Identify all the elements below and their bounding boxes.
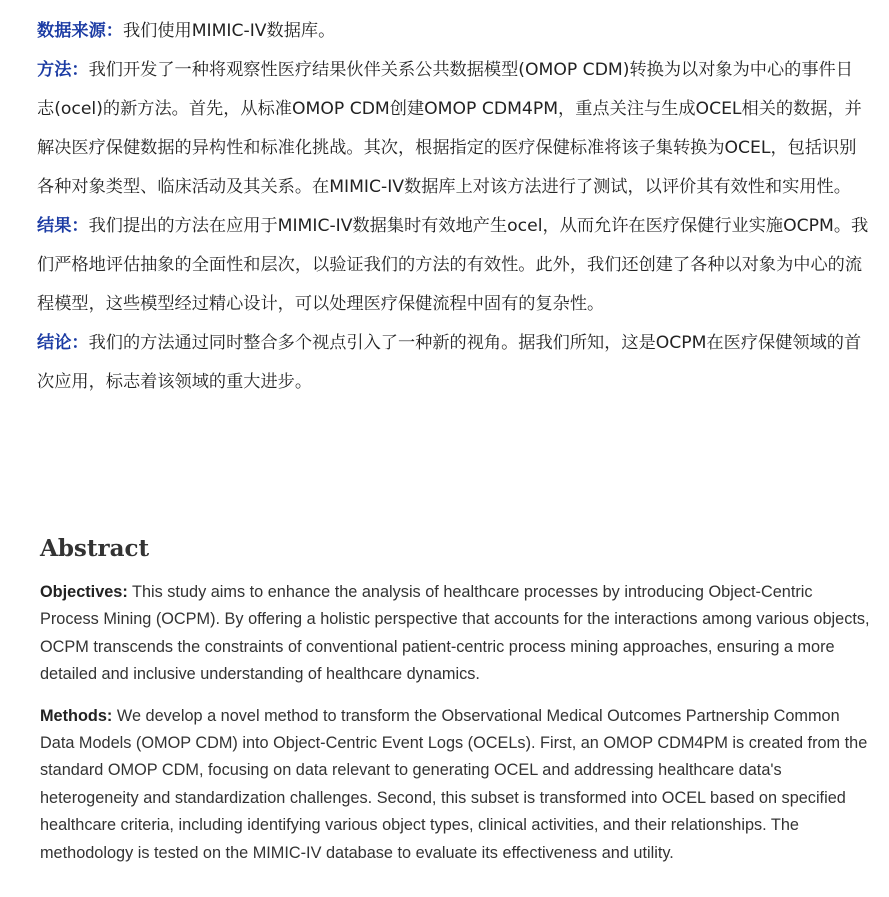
cn-data-source-paragraph [37,12,869,51]
cn-results-label: 结果： [37,216,89,236]
objectives-label: Objectives: [40,583,128,601]
cn-results-text: 我们提出的方法在应用于MIMIC-IV数据集时有效地产生ocel，从而允许在医疗保健行业实施OCPM。我们严格地评估抽象的全面性和层次，以验证我们的方法的有效性。此外，我们还创建了各种以对象为中心的流程模型，这些模型经过精心设计，可以处理医疗保健流程中固有的复杂性。 [37,216,869,314]
cn-methods-label: 方法： [37,60,89,80]
cn-data-source-label: 数据来源： [37,21,123,41]
methods-label: Methods: [40,706,113,725]
objectives-text: This study aims to enhance the analysis of healthcare processes by introducing Object-Centric Process Mining (OCPM). By offering a holistic perspective that accounts for the interactions among various objects, OCPM transcends the constraints of conventional patient-centric process mining approaches, ensuring a more detailed and inclusive understanding of healthcare dynamics. [40,583,870,684]
english-abstract [40,530,870,867]
abstract-heading: Abstract [40,535,150,562]
cn-data-source-text: 我们使用MIMIC-IV数据库。 [122,21,336,41]
cn-results-paragraph [37,207,869,324]
cn-conclusion-label: 结论： [37,333,89,353]
cn-methods-paragraph [37,51,869,207]
cn-methods-text: 我们开发了一种将观察性医疗结果伙伴关系公共数据模型(OMOP CDM)转换为以对象为中心的事件日志(ocel)的新方法。首先，从标准OMOP CDM创建OMOP CDM4PM，重点关注与生成OCEL相关的数据，并解决医疗保健数据的异构性和标准化挑战。其次，根据指定的医疗保健标准将该子集转换为OCEL，包括识别各种对象类型、临床活动及其关系。在MIMIC-IV数据库上对该方法进行了测试，以评价其有效性和实用性。 [37,60,862,197]
methods-paragraph [40,703,870,867]
objectives-paragraph [40,579,870,689]
cn-conclusion-text: 我们的方法通过同时整合多个视点引入了一种新的视角。据我们所知，这是OCPM在医疗保健领域的首次应用，标志着该领域的重大进步。 [37,333,862,392]
cn-conclusion-paragraph [37,324,869,402]
methods-text: We develop a novel method to transform the Observational Medical Outcomes Partnership Common Data Models (OMOP CDM) into Object-Centric Event Logs (OCELs). First, an OMOP CDM4PM is created from the standard OMOP CDM, focusing on data relevant to generating OCEL and addressing healthcare data's heterogeneity and standardization challenges. Second, this subset is transformed into OCEL based on specified healthcare criteria, including identifying various object types, clinical activities, and their relationships. The methodology is tested on the MIMIC-IV database to evaluate its effectiveness and utility. [40,706,868,862]
chinese-abstract [37,12,869,402]
